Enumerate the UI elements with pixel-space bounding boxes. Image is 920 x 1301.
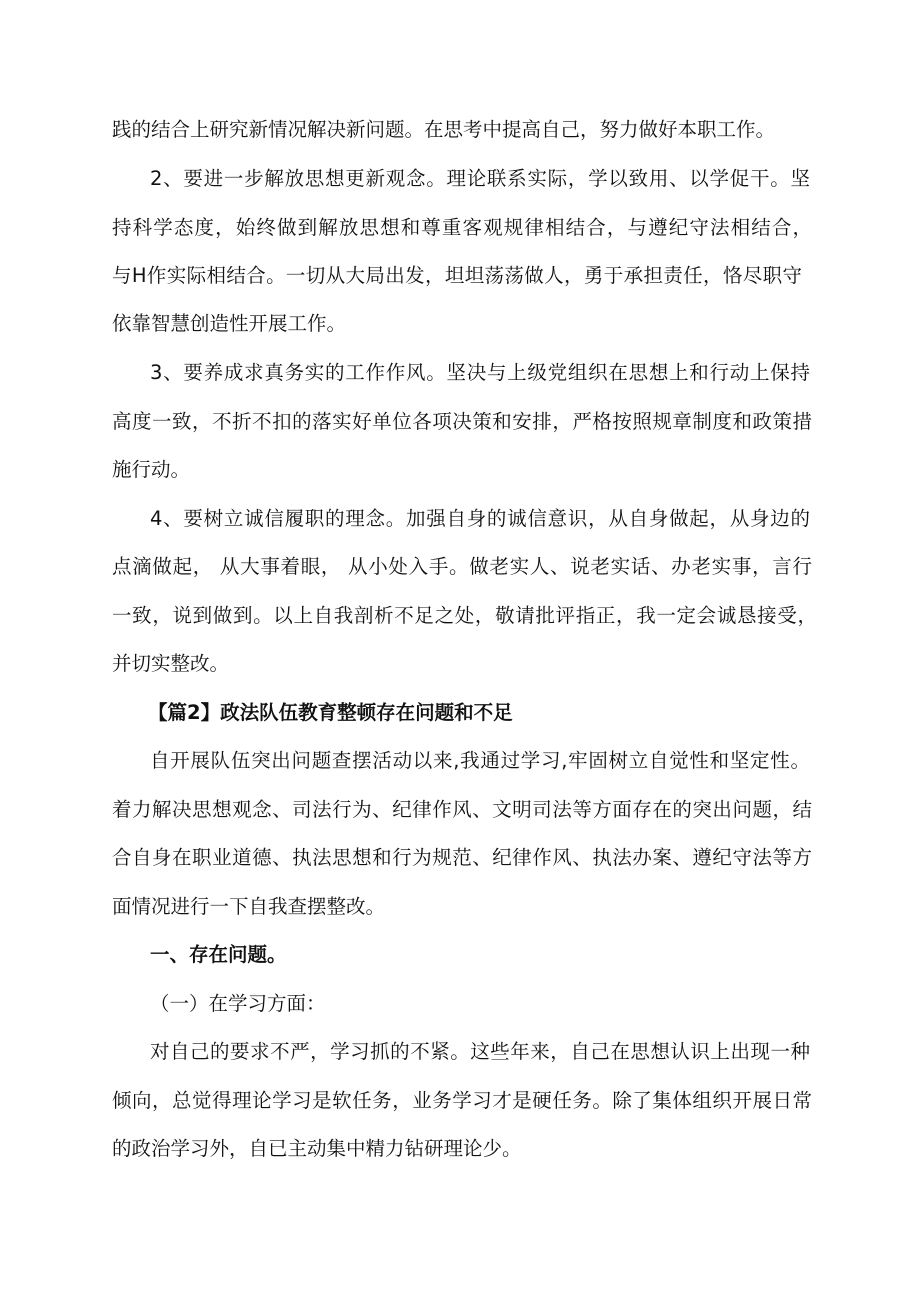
paragraph-line: 着力解决思想观念、司法行为、纪律作风、文明司法等方面存在的突出问题，结 xyxy=(112,798,812,821)
paragraph-line: 合自身在职业道德、执法思想和行为规范、纪律作风、执法办案、遵纪守法等方 xyxy=(112,846,812,869)
paragraph-line: 倾向，总觉得理论学习是软任务，业务学习才是硬任务。除了集体组织开展日常 xyxy=(112,1089,812,1112)
paragraph-line: 的政治学习外，自已主动集中精力钻研理论少。 xyxy=(112,1137,522,1160)
section-heading: 一、存在问题。 xyxy=(150,943,287,966)
paragraph-line: 一致，说到做到。以上自我剖析不足之处，敬请批评指正，我一定会诚恳接受， xyxy=(112,604,817,627)
paragraph-line: 施行动。 xyxy=(112,458,191,481)
paragraph-line: 持科学态度，始终做到解放思想和尊重客观规律相结合，与遵纪守法相结合， xyxy=(112,216,812,239)
paragraph-line: 对自己的要求不严，学习抓的不紧。这些年来，自己在思想认识上出现一种 xyxy=(150,1040,810,1063)
paragraph-line: 与H作实际相结合。一切从大局出发，坦坦荡荡做人，勇于承担责任，恪尽职守 xyxy=(112,264,802,287)
subsection-heading: （一）在学习方面： xyxy=(150,992,326,1015)
section-heading: 【篇2】政法队伍教育整顿存在问题和不足 xyxy=(148,701,513,724)
paragraph-line: 依靠智慧创造性开展工作。 xyxy=(112,312,347,335)
paragraph-line: 3、要养成求真务实的工作作风。坚决与上级党组织在思想上和行动上保持 xyxy=(150,361,810,384)
paragraph-line: 自开展队伍突出问题查摆活动以来,我通过学习,牢固树立自觉性和坚定性。 xyxy=(150,749,810,772)
paragraph-line: 点滴做起， 从大事着眼， 从小处入手。做老实人、说老实话、办老实事，言行 xyxy=(112,555,812,578)
paragraph-line: 高度一致，不折不扣的落实好单位各项决策和安排，严格按照规章制度和政策措 xyxy=(112,410,812,433)
paragraph-line: 并切实整改。 xyxy=(112,652,230,675)
paragraph-line: 面情况进行一下自我查摆整改。 xyxy=(112,895,386,918)
paragraph-line: 践的结合上研究新情况解决新问题。在思考中提高自己，努力做好本职工作。 xyxy=(112,118,776,141)
paragraph-line: 2、要进一步解放思想更新观念。理论联系实际，学以致用、以学促干。坚 xyxy=(150,167,810,190)
paragraph-line: 4、要树立诚信履职的理念。加强自身的诚信意识，从自身做起，从身边的 xyxy=(150,507,810,530)
